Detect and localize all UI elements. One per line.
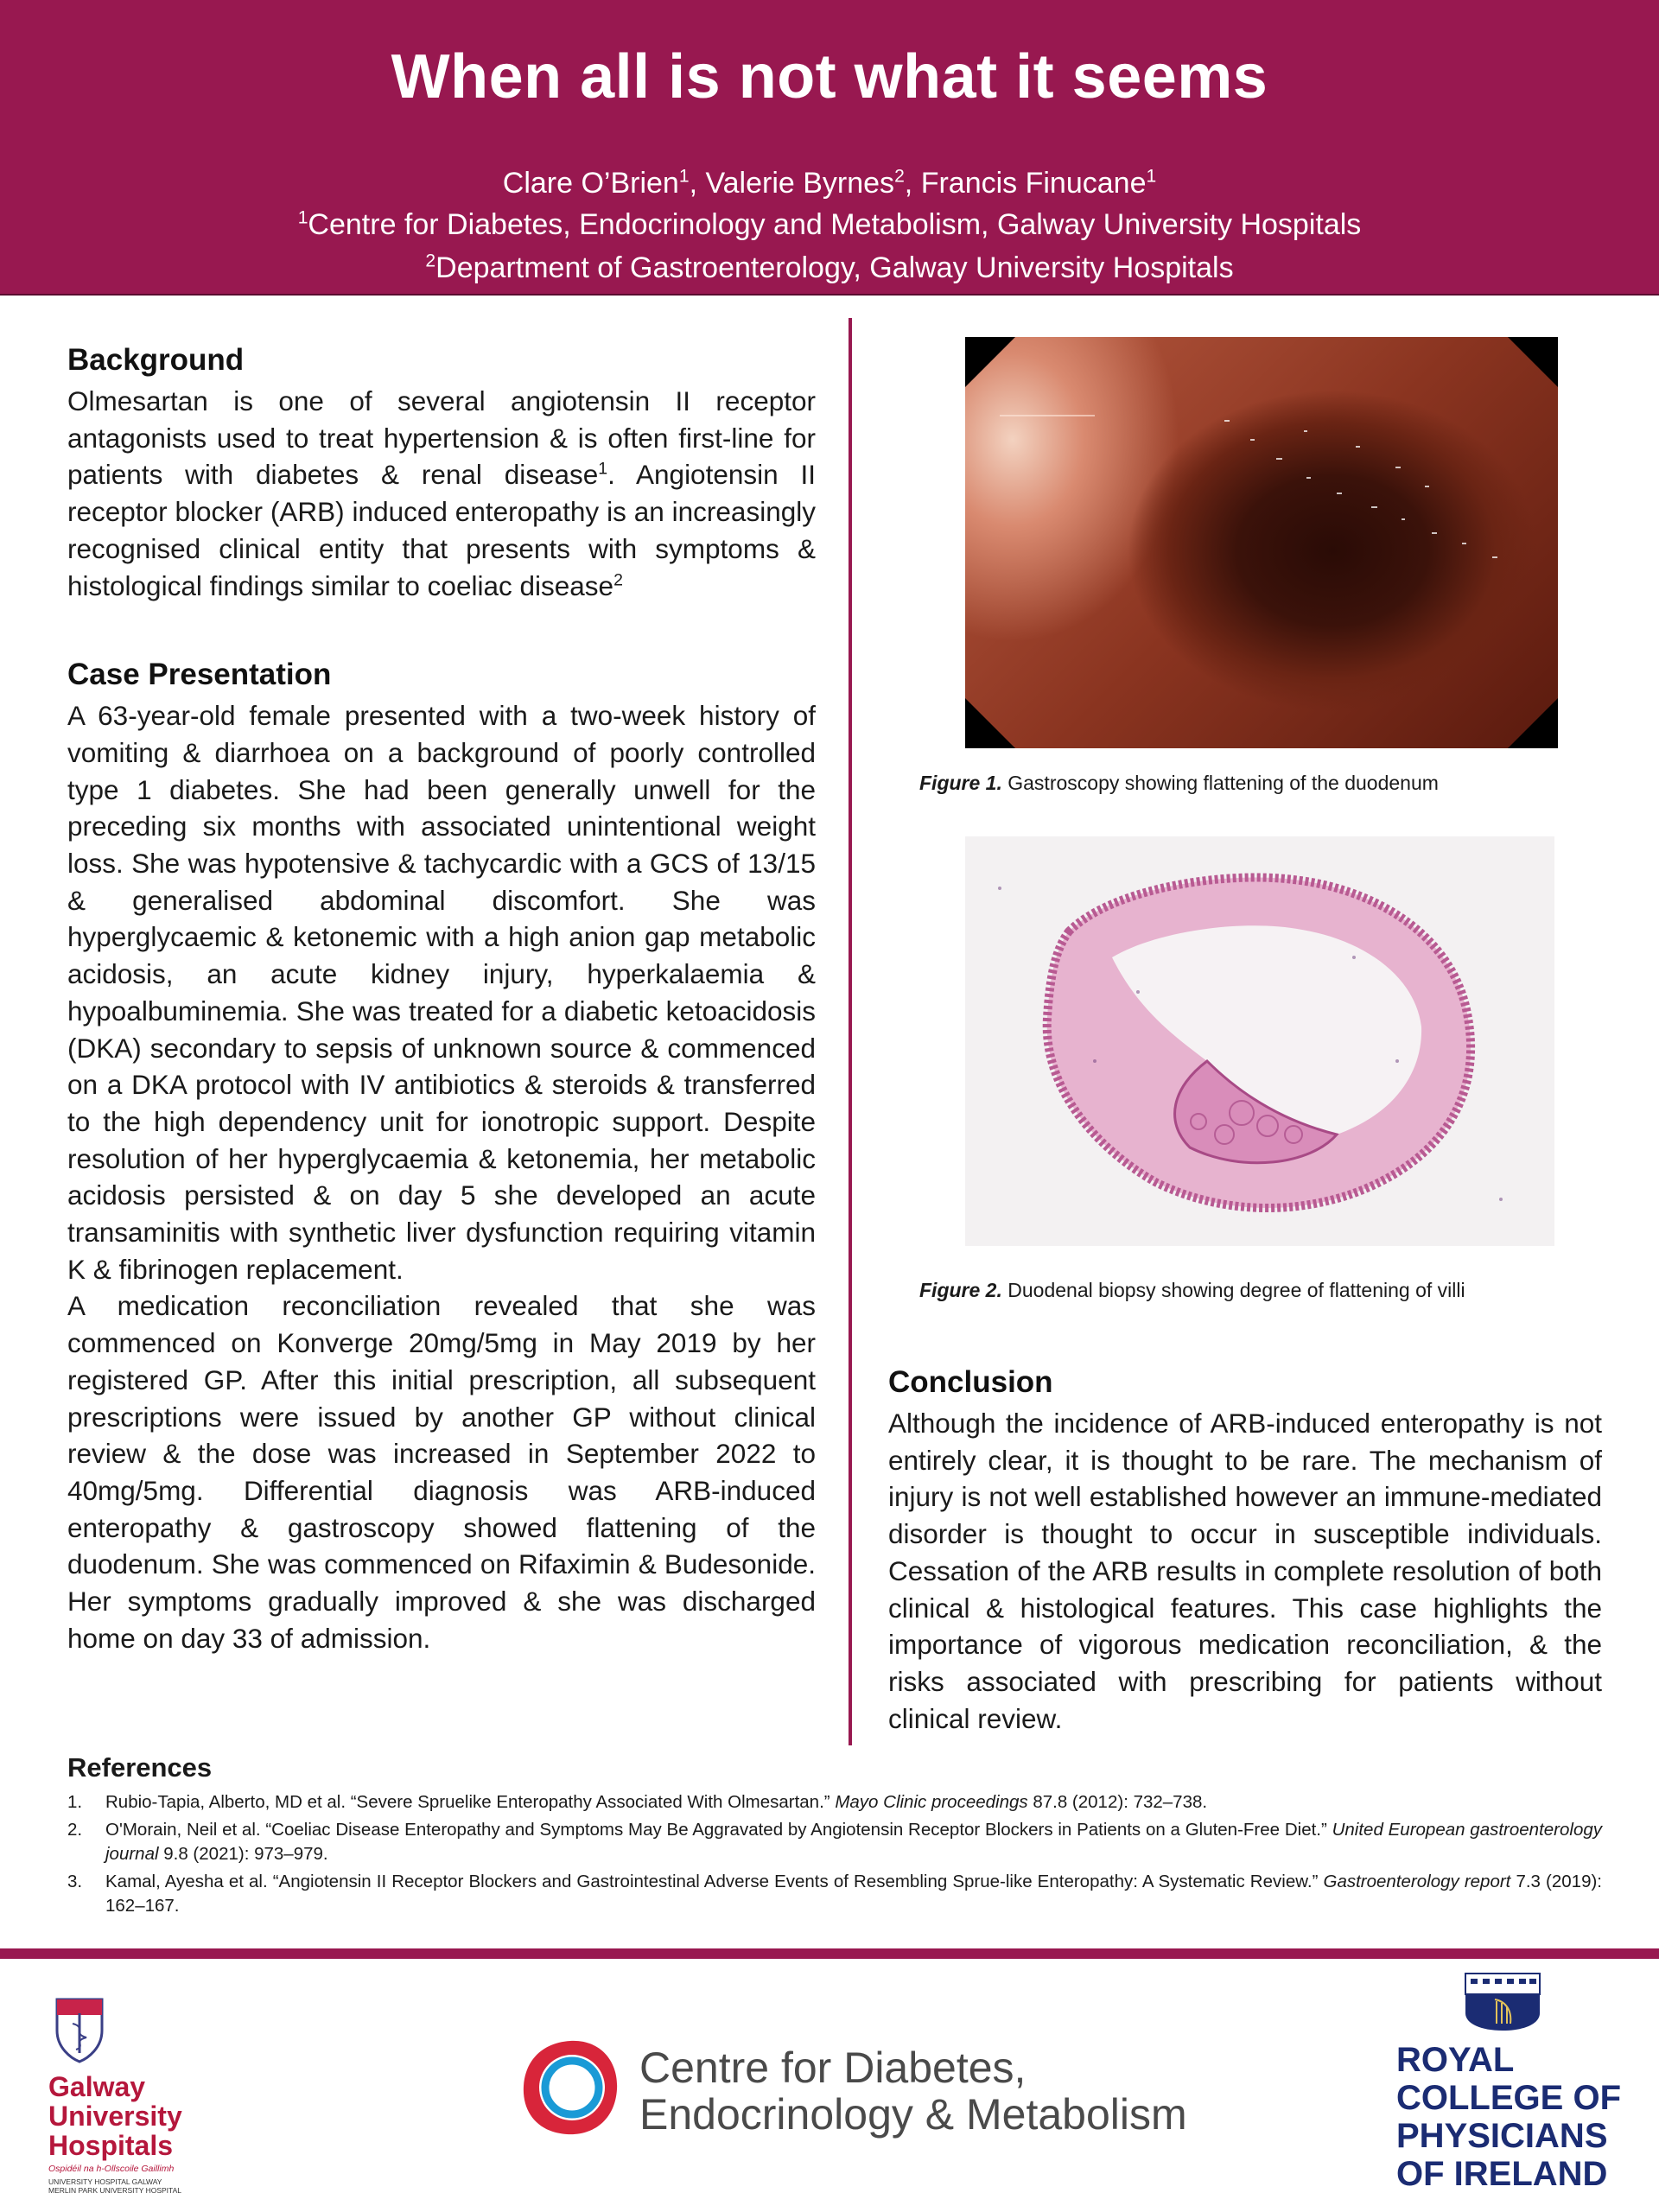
affiliation-1 — [0, 207, 1659, 242]
author-name: Clare O’Brien — [502, 167, 679, 200]
affiliation-2 — [0, 251, 1659, 285]
logo-line: Hospitals — [48, 2130, 174, 2161]
biopsy-image — [965, 836, 1554, 1246]
affiliation-text: Department of Gastroenterology, Galway University Hospitals — [435, 251, 1234, 284]
rcpi-wordmark — [1396, 2041, 1656, 2193]
figure-1-caption — [919, 772, 1439, 795]
red-blue-ring-icon — [518, 2036, 622, 2139]
logo-line: Endocrinology & Metabolism — [639, 2090, 1187, 2139]
rcpi-logo — [1382, 1972, 1642, 2205]
conclusion-text: Although the incidence of ARB-induced enteropathy is not entirely clear, it is thought to be rare. The mechanism of injury is not well established however an immune-mediated disorder is thought to occur in susceptible individuals. Cessation of the ARB results in complete resolution of both clinical & histological features. This case highlights the importance of vigorous medication reconciliation, & the risks associated with prescribing for patients without clinical review. — [888, 1408, 1602, 1734]
section-heading: Case Presentation — [67, 658, 332, 692]
author-separator: , — [904, 167, 921, 200]
image-corner — [965, 337, 1015, 387]
logo-line: ROYAL — [1396, 2041, 1515, 2079]
author-list — [0, 166, 1659, 200]
histology-slide — [965, 836, 1554, 1246]
column-divider — [849, 318, 852, 1745]
gastroscopy-image — [965, 337, 1558, 748]
background-text — [67, 383, 816, 604]
background-section — [67, 341, 816, 604]
citation-mark: 2 — [613, 570, 623, 590]
poster-title: When all is not what it seems — [391, 42, 1268, 111]
author-name: Valerie Byrnes — [705, 167, 895, 200]
background-text-part: . Angiotensin II receptor blocker (ARB) induced enteropathy is an increasingly recognised clinical entity that presents with symptoms & histological findings similar to coeliac disease — [67, 459, 816, 601]
reference-text: 9.8 (2021): 973–979. — [158, 1844, 328, 1864]
image-corner — [1508, 337, 1558, 387]
reference-text: O'Morain, Neil et al. “Coeliac Disease Enteropathy and Symptoms May Be Aggravated by Angiotensin Receptor Blockers in Patients on a Gluten-Free Diet.” — [105, 1819, 1332, 1840]
affiliation-mark: 2 — [425, 251, 436, 271]
conclusion-section — [888, 1363, 1602, 1737]
case-section — [67, 656, 816, 1656]
logo-line: UNIVERSITY HOSPITAL GALWAY — [48, 2177, 162, 2186]
endoscopy-speckles — [965, 337, 1558, 748]
reference-item — [67, 1870, 1602, 1919]
reference-text: Kamal, Ayesha et al. “Angiotensin II Receptor Blockers and Gastrointestinal Adverse Events of Resembling Sprue-like Enteropathy: A Systematic Review.” — [105, 1871, 1324, 1891]
image-corner — [965, 698, 1015, 748]
galway-university-hospitals-logo — [48, 1996, 264, 2203]
logo-line: University — [48, 2101, 182, 2132]
reference-text: 7.3 (2019): 162–167. — [105, 1871, 1602, 1916]
reference-text: Rubio-Tapia, Alberto, MD et al. “Severe Spruelike Enteropathy Associated With Olmesartan.” — [105, 1792, 836, 1812]
logo-line: PHYSICIANS — [1396, 2117, 1608, 2155]
section-gap — [67, 604, 816, 656]
author-affiliation-mark: 1 — [1146, 166, 1157, 187]
reference-journal: United European gastroenterology journal — [105, 1819, 1603, 1864]
case-paragraph-2: A medication reconciliation revealed that she was commenced on Konverge 20mg/5mg in May 2019 by her registered GP. After this initial prescription, all subsequent prescriptions were issued by another GP without clinical review & the dose was increased in September 2022 to 40mg/5mg. Differential diagnosis was ARB-induced enteropathy & gastroscopy showed flattening of the duodenum. She was commenced on Rifaximin & Budesonide. Her symptoms gradually improved & she was discharged home on day 33 of admission. — [67, 1290, 816, 1654]
section-heading: Conclusion — [888, 1365, 1053, 1399]
affiliation-mark: 1 — [297, 207, 308, 228]
references-heading: References — [67, 1752, 213, 1783]
logo-line: OF IRELAND — [1396, 2155, 1608, 2193]
author-affiliation-mark: 2 — [894, 166, 905, 187]
reference-item — [67, 1790, 1602, 1815]
background-text-part: Olmesartan is one of several angiotensin II receptor antagonists used to treat hypertension & is often first-line for patients with diabetes & renal disease — [67, 385, 816, 491]
citation-mark: 1 — [598, 459, 608, 479]
crest-harp-icon — [1464, 1972, 1541, 2032]
logo-line: Centre for Diabetes, — [639, 2044, 1027, 2092]
galway-irish-name: Ospidéil na h-Ollscoile Gaillimh — [48, 2164, 175, 2174]
figure-label: Figure 2. — [919, 1279, 1002, 1301]
logo-line: COLLEGE OF — [1396, 2079, 1621, 2117]
figure-label: Figure 1. — [919, 772, 1002, 794]
left-column — [67, 341, 816, 1657]
logo-line: MERLIN PARK UNIVERSITY HOSPITAL — [48, 2186, 181, 2195]
author-name: Francis Finucane — [920, 167, 1147, 200]
cdem-logo — [518, 2031, 1192, 2169]
author-affiliation-mark: 1 — [678, 166, 690, 187]
case-paragraph-1: A 63-year-old female presented with a two-week history of vomiting & diarrhoea on a background of poorly controlled type 1 diabetes. She had been generally unwell for the preceding six months with associated unintentional weight loss. She was hypotensive & tachycardic with a GCS of 13/15 & generalised abdominal discomfort. She was hyperglycaemic & ketonemic with a high anion gap metabolic acidosis, an acute kidney injury, hyperkalaemia & hypoalbuminemia. She was treated for a diabetic ketoacidosis (DKA) secondary to sepsis of unknown source & commenced on a DKA protocol with IV antibiotics & steroids & transferred to the high dependency unit for ionotropic support. Despite resolution of her hyperglycaemia & ketonemia, her metabolic acidosis persisted & on day 5 she developed an acute transaminitis with synthetic liver dysfunction requiring vitamin K & fibrinogen replacement. — [67, 700, 816, 1285]
references-section — [67, 1752, 1602, 1922]
galway-hospital-names — [48, 2177, 181, 2195]
poster-header — [0, 0, 1659, 296]
figure-2-caption — [919, 1279, 1465, 1302]
footer-band — [0, 1948, 1659, 1959]
reference-journal: Gastroenterology report — [1323, 1871, 1511, 1891]
affiliation-text: Centre for Diabetes, Endocrinology and Metabolism, Galway University Hospitals — [308, 208, 1362, 241]
figure-caption-text: Gastroscopy showing flattening of the duodenum — [1001, 772, 1439, 794]
reference-item — [67, 1818, 1602, 1867]
author-separator: , — [689, 167, 706, 200]
image-corner — [1508, 698, 1558, 748]
section-heading: Background — [67, 343, 245, 377]
reference-number: 2. — [67, 1819, 83, 1840]
shield-caduceus-icon — [54, 1996, 105, 2063]
reference-journal: Mayo Clinic proceedings — [835, 1792, 1028, 1812]
figure-caption-text: Duodenal biopsy showing degree of flattening of villi — [1001, 1279, 1465, 1301]
galway-wordmark — [48, 2072, 182, 2160]
reference-list — [67, 1790, 1602, 1919]
reference-number: 3. — [67, 1871, 83, 1891]
logo-line: Galway — [48, 2071, 146, 2102]
cdem-wordmark — [639, 2044, 1187, 2138]
reference-text: 87.8 (2012): 732–738. — [1027, 1792, 1208, 1812]
reference-number: 1. — [67, 1792, 83, 1812]
